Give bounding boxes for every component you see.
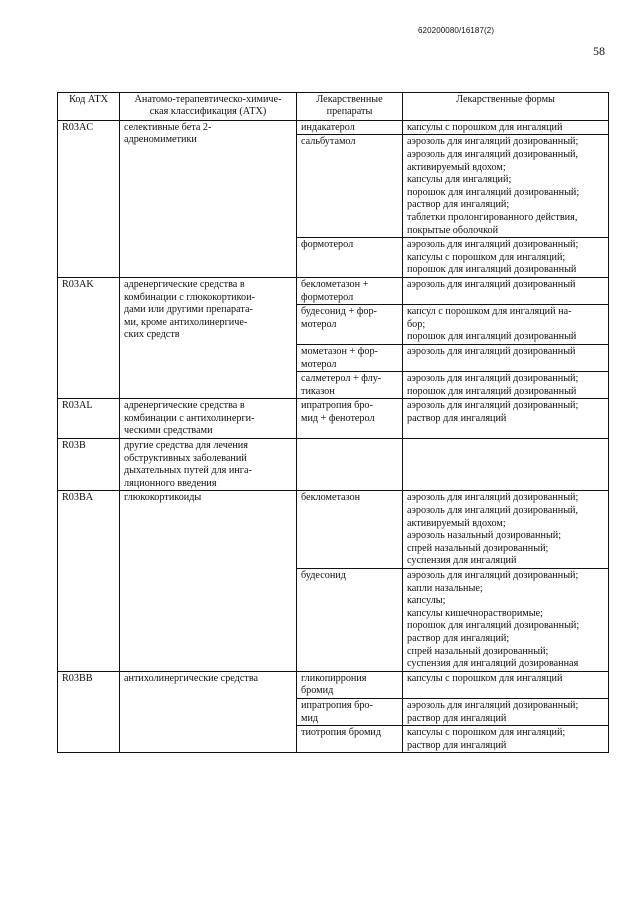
- dosage-form: раствор для ингаляций: [407, 412, 507, 424]
- drug-name: будесонид + фор-: [301, 306, 377, 318]
- atx-classification-cell: [120, 120, 297, 277]
- atx-classification-text: другие средства для лечения: [124, 440, 248, 452]
- atx-code: R03B: [62, 440, 86, 452]
- table-body: [58, 120, 609, 753]
- drug-cell: [297, 372, 403, 399]
- dosage-form: аэрозоль для ингаляций дозированный;: [407, 492, 579, 504]
- drug-name: тиотропия бромид: [301, 727, 382, 739]
- atx-classification-text: глюкокортикоиды: [124, 492, 202, 504]
- dosage-forms-cell: [403, 277, 609, 304]
- drug-name: мометазон + фор-: [301, 345, 378, 357]
- dosage-form: капсулы;: [407, 595, 446, 607]
- drug-cell: [297, 305, 403, 345]
- dosage-forms-cell: [403, 491, 609, 569]
- drug-cell: [297, 238, 403, 278]
- atx-classification-text: ми, кроме антихолинергиче-: [124, 316, 248, 328]
- dosage-form: спрей назальный дозированный;: [407, 645, 549, 657]
- drug-name: бромид: [301, 685, 334, 697]
- atx-classification-text: ских средств: [124, 329, 180, 341]
- atx-classification-text: ляционного введения: [124, 477, 217, 489]
- header-text: Лекарственные: [316, 94, 383, 105]
- dosage-form: раствор для ингаляций: [407, 739, 507, 751]
- drug-cell: [297, 135, 403, 238]
- dosage-forms-cell: [403, 120, 609, 135]
- dosage-form: аэрозоль для ингаляций дозированный;: [407, 136, 579, 148]
- table-row: [58, 671, 609, 698]
- dosage-form: капсулы для ингаляций;: [407, 174, 512, 186]
- atx-classification-text: комбинации с глюкокортикои-: [124, 291, 255, 303]
- atx-classification-text: селективные бета 2-: [124, 121, 212, 133]
- dosage-form: покрытые оболочкой: [407, 224, 499, 236]
- drug-name: сальбутамол: [301, 136, 356, 148]
- atx-code: R03AK: [62, 278, 94, 290]
- drug-name: ипратропия бро-: [301, 699, 373, 711]
- dosage-form: раствор для ингаляций;: [407, 632, 510, 644]
- drug-name: беклометазон +: [301, 278, 369, 290]
- dosage-form: порошок для ингаляций дозированный: [407, 331, 577, 343]
- dosage-forms-cell: [403, 399, 609, 439]
- header-forms: [403, 93, 609, 121]
- dosage-form: порошок для ингаляций дозированный: [407, 264, 577, 276]
- dosage-form: порошок для ингаляций дозированный: [407, 385, 577, 397]
- atx-code-cell: [58, 399, 120, 439]
- dosage-form: активируемый вдохом;: [407, 161, 506, 173]
- dosage-forms-cell: [403, 238, 609, 278]
- drug-name: беклометазон: [301, 492, 361, 504]
- atx-classification-text: ческими средствами: [124, 425, 213, 437]
- table-row: [58, 439, 609, 491]
- atx-classification-text: антихолинергические средства: [124, 672, 259, 684]
- dosage-form: порошок для ингаляций дозированный;: [407, 620, 580, 632]
- dosage-form: суспензия для ингаляций дозированная: [407, 658, 579, 670]
- atx-classification-cell: [120, 671, 297, 753]
- atx-classification-text: дыхательных путей для инга-: [124, 465, 252, 477]
- drug-cell: [297, 726, 403, 753]
- atx-code: R03AL: [62, 400, 93, 412]
- atx-code-cell: [58, 671, 120, 753]
- page-number: 58: [593, 44, 605, 58]
- dosage-forms-cell: [403, 439, 609, 491]
- dosage-form: суспензия для ингаляций: [407, 555, 517, 567]
- atx-classification-text: комбинации с антихолинерги-: [124, 412, 255, 424]
- dosage-form: аэрозоль для ингаляций дозированный;: [407, 400, 579, 412]
- header-drugs: [297, 93, 403, 121]
- drug-cell: [297, 277, 403, 304]
- atx-code-cell: [58, 277, 120, 398]
- atx-code-cell: [58, 439, 120, 491]
- dosage-form: капсулы кишечнорастворимые;: [407, 607, 543, 619]
- dosage-form: аэрозоль для ингаляций дозированный,: [407, 149, 579, 160]
- atx-classification-text: обструктивных заболеваний: [124, 452, 247, 464]
- drug-name: будесонид: [301, 570, 346, 581]
- dosage-forms-cell: [403, 135, 609, 238]
- dosage-form: раствор для ингаляций: [407, 712, 507, 724]
- dosage-form: капсулы с порошком для ингаляций;: [407, 251, 566, 263]
- atx-code: R03AC: [62, 121, 94, 133]
- dosage-form: раствор для ингаляций;: [407, 199, 510, 211]
- table-row: [58, 277, 609, 304]
- drug-name: салметерол + флу-: [301, 373, 382, 385]
- dosage-form: порошок для ингаляций дозированный;: [407, 186, 580, 198]
- drug-cell: [297, 344, 403, 371]
- header-text: Код АТХ: [69, 94, 108, 105]
- atx-classification-cell: [120, 439, 297, 491]
- atx-code-cell: [58, 491, 120, 671]
- dosage-forms-cell: [403, 569, 609, 672]
- document-code: 620200080/16187(2): [418, 26, 495, 35]
- dosage-form: аэрозоль для ингаляций дозированный: [407, 278, 576, 290]
- drug-name: индакатерол: [301, 121, 355, 133]
- dosage-form: аэрозоль для ингаляций дозированный;: [407, 239, 579, 251]
- dosage-forms-cell: [403, 305, 609, 345]
- atx-classification-text: адренергические средства в: [124, 278, 245, 290]
- atx-code-cell: [58, 120, 120, 277]
- dosage-forms-cell: [403, 671, 609, 698]
- drug-name: ипратропия бро-: [301, 400, 373, 412]
- atx-code: R03BB: [62, 672, 93, 684]
- dosage-form: капсул с порошком для ингаляций на-: [407, 306, 572, 318]
- dosage-forms-cell: [403, 726, 609, 753]
- dosage-form: аэрозоль для ингаляций дозированный;: [407, 373, 579, 385]
- drug-name: мид + фенотерол: [301, 412, 375, 424]
- dosage-form: бор;: [407, 318, 426, 330]
- header-code: [58, 93, 120, 121]
- header-text: препараты: [326, 106, 373, 118]
- dosage-forms-cell: [403, 344, 609, 371]
- atx-table: [57, 92, 609, 753]
- dosage-form: аэрозоль назальный дозированный;: [407, 530, 562, 542]
- header-text: Лекарственные формы: [456, 94, 555, 105]
- header-text: ская классификация (АТХ): [149, 106, 267, 118]
- dosage-form: капсулы с порошком для ингаляций: [407, 121, 563, 133]
- atx-classification-text: адреномиметики: [124, 134, 197, 146]
- dosage-form: аэрозоль для ингаляций дозированный: [407, 345, 576, 357]
- dosage-forms-cell: [403, 698, 609, 725]
- drug-name: мотерол: [301, 358, 337, 370]
- dosage-form: аэрозоль для ингаляций дозированный;: [407, 699, 579, 711]
- dosage-form: капсулы с порошком для ингаляций: [407, 672, 563, 684]
- atx-classification-cell: [120, 491, 297, 671]
- drug-name: формотерол: [301, 239, 354, 251]
- dosage-forms-cell: [403, 372, 609, 399]
- drug-name: гликопиррония: [301, 672, 367, 684]
- table-row: [58, 399, 609, 439]
- drug-cell: [297, 120, 403, 135]
- table-row: [58, 491, 609, 569]
- header-text: Анатомо-терапевтическо-химиче-: [134, 94, 282, 105]
- atx-classification-cell: [120, 277, 297, 398]
- drug-cell: [297, 671, 403, 698]
- drug-name: тиказон: [301, 385, 335, 397]
- atx-classification-text: дами или другими препарата-: [124, 304, 253, 316]
- drug-name: мид: [301, 712, 319, 724]
- dosage-form: таблетки пролонгированного действия,: [407, 211, 578, 223]
- dosage-form: аэрозоль для ингаляций дозированный;: [407, 570, 579, 581]
- dosage-form: спрей назальный дозированный;: [407, 542, 549, 554]
- drug-cell: [297, 698, 403, 725]
- drug-cell: [297, 569, 403, 672]
- atx-code: R03BA: [62, 492, 94, 504]
- table-header-row: [58, 93, 609, 121]
- dosage-form: активируемый вдохом;: [407, 517, 506, 529]
- atx-classification-cell: [120, 399, 297, 439]
- drug-name: мотерол: [301, 318, 337, 330]
- atx-classification-text: адренергические средства в: [124, 400, 245, 412]
- drug-cell: [297, 491, 403, 569]
- table-row: [58, 120, 609, 135]
- drug-cell: [297, 439, 403, 491]
- dosage-form: аэрозоль для ингаляций дозированный,: [407, 505, 579, 517]
- dosage-form: капли назальные;: [407, 582, 483, 594]
- drug-name: формотерол: [301, 291, 354, 303]
- drug-cell: [297, 399, 403, 439]
- header-classification: [120, 93, 297, 121]
- dosage-form: капсулы с порошком для ингаляций;: [407, 727, 566, 739]
